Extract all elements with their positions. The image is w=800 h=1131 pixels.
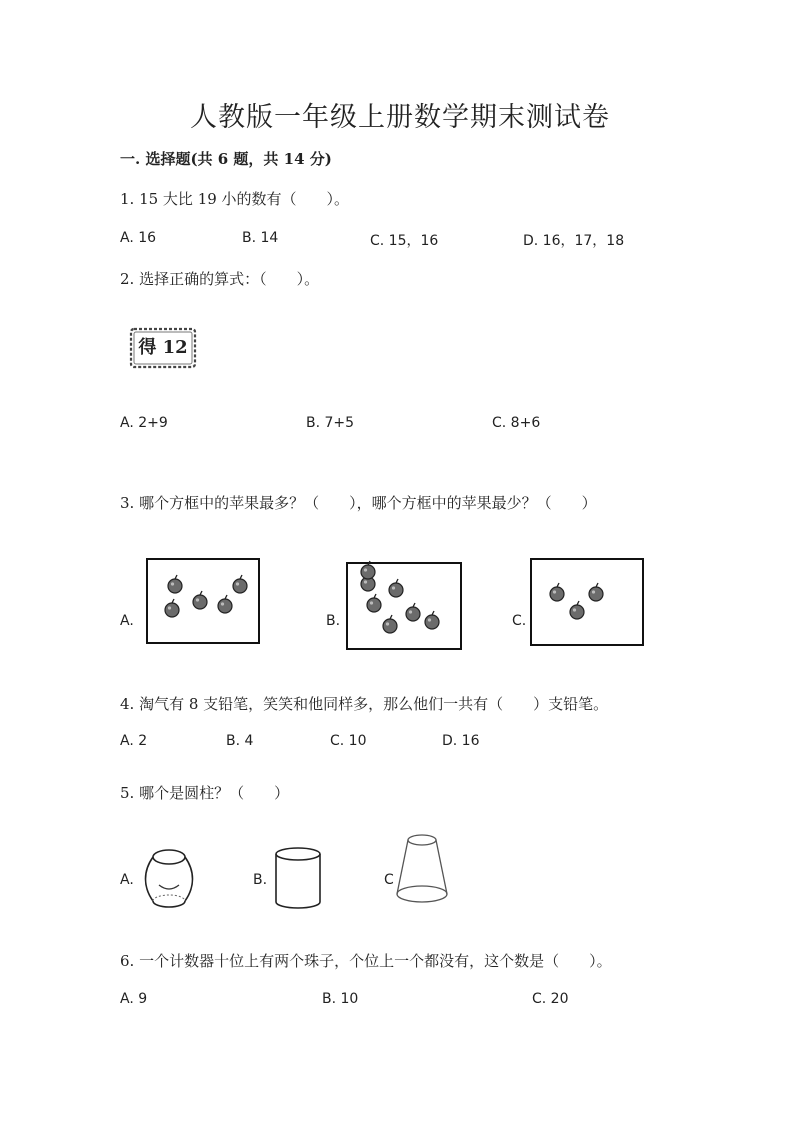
question-6-option-b: B. 10 xyxy=(322,991,359,1007)
cylinder-icon xyxy=(272,846,324,910)
apple-icon xyxy=(193,591,207,609)
barrel-icon xyxy=(141,845,197,909)
section-heading: 一. 选择题(共 6 题，共 14 分) xyxy=(120,150,332,168)
apple-icon xyxy=(367,594,381,612)
question-4-option-b: B. 4 xyxy=(226,733,254,749)
apple-icon xyxy=(233,575,247,593)
question-3-text: 3. 哪个方框中的苹果最多？（ ），哪个方框中的苹果最少？（ ） xyxy=(120,494,597,512)
badge-label: 得 12 xyxy=(138,337,188,358)
question-4-option-c: C. 10 xyxy=(330,733,367,749)
apple-box-c xyxy=(530,558,644,646)
question-6-text: 6. 一个计数器十位上有两个珠子，个位上一个都没有，这个数是（ ）。 xyxy=(120,952,612,970)
score-badge xyxy=(128,326,198,370)
question-4-option-d: D. 16 xyxy=(442,733,480,749)
apple-icon xyxy=(425,611,439,629)
question-5-label-c: C xyxy=(384,872,394,888)
question-6-option-c: C. 20 xyxy=(532,991,569,1007)
question-1-option-c: C. 15，16 xyxy=(370,233,439,249)
page-title: 人教版一年级上册数学期末测试卷 xyxy=(190,102,610,133)
apple-icon xyxy=(589,583,603,601)
question-2-option-c: C. 8+6 xyxy=(492,415,541,431)
apple-icon xyxy=(218,595,232,613)
apple-box-a xyxy=(146,558,260,644)
apple-icon xyxy=(168,575,182,593)
question-1-option-d: D. 16，17，18 xyxy=(523,233,625,249)
apples-c-group xyxy=(532,560,642,644)
apple-icon xyxy=(406,603,420,621)
question-2-text: 2. 选择正确的算式：（ ）。 xyxy=(120,270,320,288)
apple-icon xyxy=(570,601,584,619)
question-1-option-b: B. 14 xyxy=(242,230,279,246)
question-5-label-a: A. xyxy=(120,872,134,888)
question-5-label-b: B. xyxy=(253,872,268,888)
question-6-option-a: A. 9 xyxy=(120,991,148,1007)
apple-icon xyxy=(383,615,397,633)
frustum-icon xyxy=(394,832,450,906)
apple-icon xyxy=(361,561,375,579)
question-5-text: 5. 哪个是圆柱？（ ） xyxy=(120,784,290,802)
apples-b-group xyxy=(348,564,460,648)
question-2-option-a: A. 2+9 xyxy=(120,415,168,431)
apple-icon xyxy=(165,599,179,617)
question-1-option-a: A. 16 xyxy=(120,230,157,246)
apple-icon xyxy=(550,583,564,601)
apple-icon xyxy=(389,579,403,597)
question-1-text: 1. 15 大比 19 小的数有（ ）。 xyxy=(120,190,350,208)
apple-box-b xyxy=(346,562,462,650)
question-3-label-c: C. xyxy=(512,613,527,629)
question-2-option-b: B. 7+5 xyxy=(306,415,355,431)
question-4-option-a: A. 2 xyxy=(120,733,148,749)
question-3-label-a: A. xyxy=(120,613,134,629)
apples-a-group xyxy=(148,560,258,642)
question-4-text: 4. 淘气有 8 支铅笔，笑笑和他同样多，那么他们一共有（ ）支铅笔。 xyxy=(120,695,609,713)
question-3-label-b: B. xyxy=(326,613,341,629)
